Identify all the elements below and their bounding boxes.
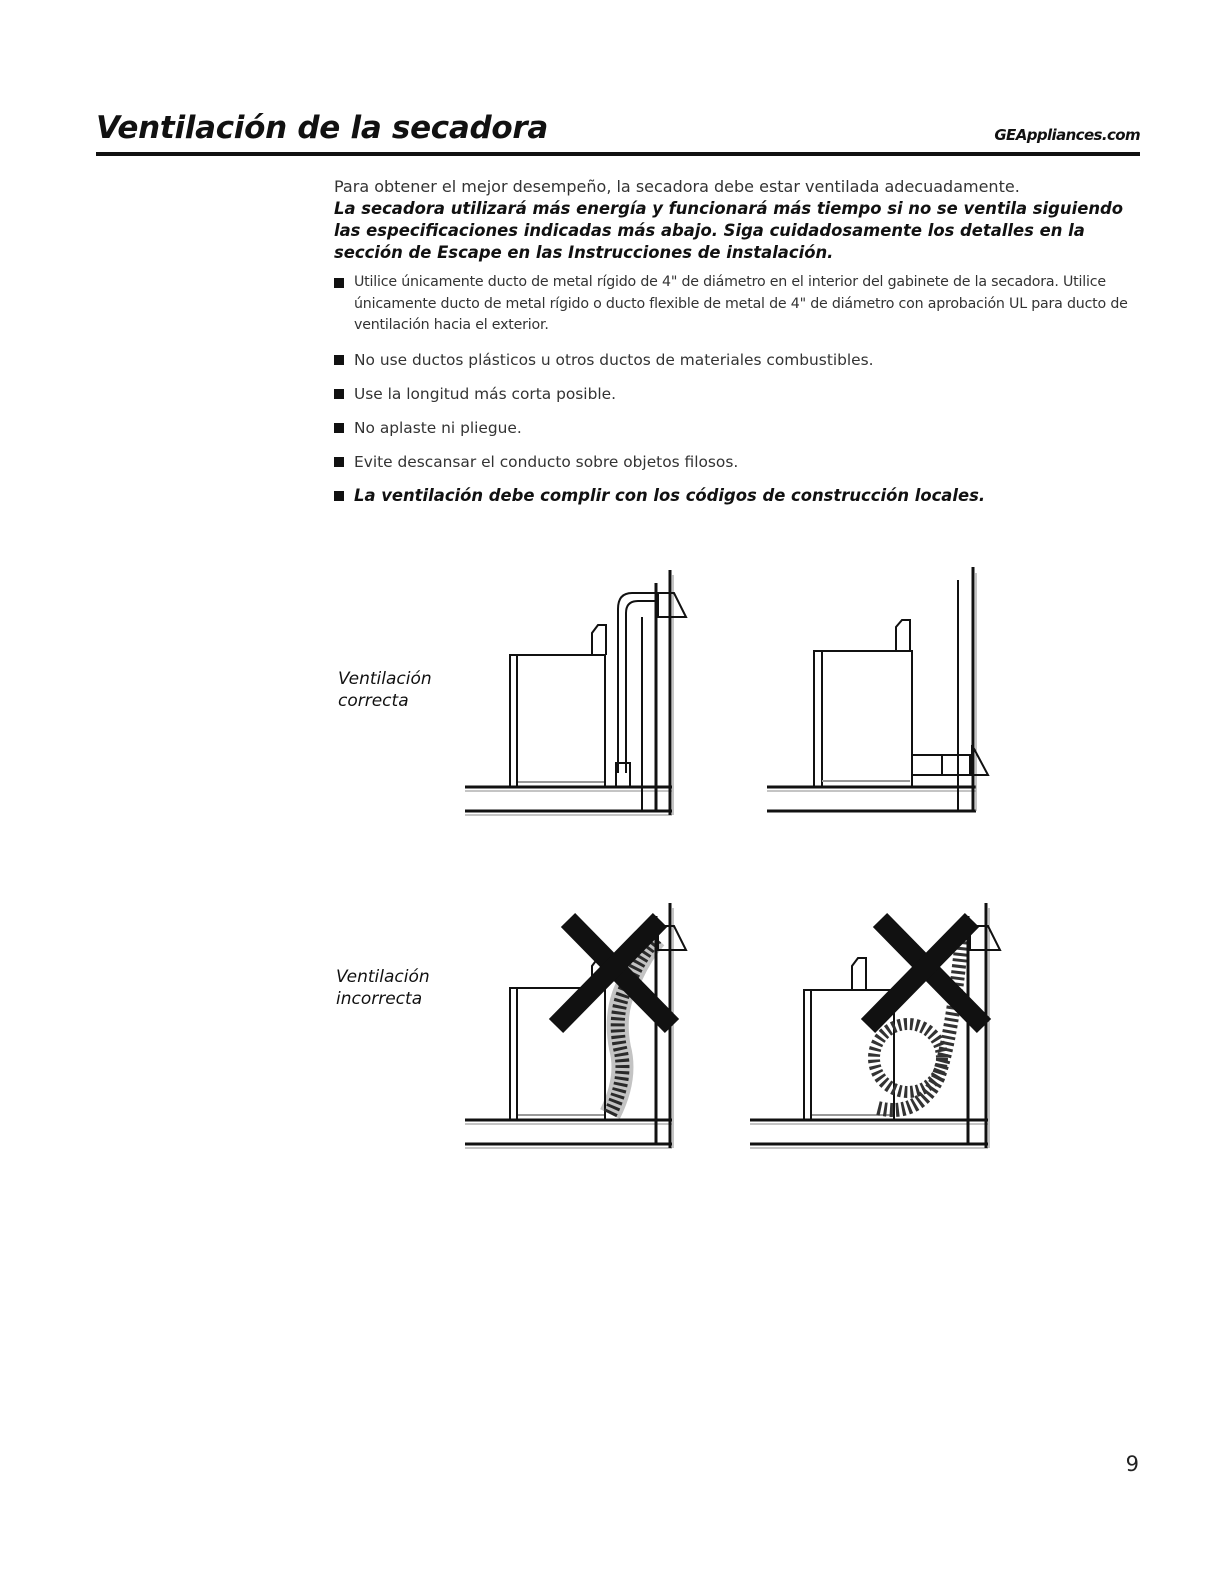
intro-text: Para obtener el mejor desempeño, la secadora debe estar ventilada adecuadamente. — [334, 177, 1020, 196]
correct-venting-rigid-duct-figure — [460, 565, 700, 820]
main-content — [334, 176, 1142, 519]
list-item: Utilice únicamente ducto de metal rígido de 4" de diámetro en el interior del gabinete de la secadora. Utilice únicamente ducto de metal rígido o ducto flexible de metal de 4" de diámetro con aprobación UL para ducto de ventilación hacia el exterior. — [334, 272, 1142, 337]
incorrect-venting-crushed-duct-figure — [460, 898, 700, 1153]
warning-text: La secadora utilizará más energía y funcionará más tiempo si no se ventila siguiendo las especificaciones indicadas más abajo. Siga cuidadosamente los detalles en la sección de Escape en las Instrucciones de instalación. — [334, 199, 1123, 262]
list-item: No use ductos plásticos u otros ductos de materiales combustibles. — [334, 349, 1142, 371]
incorrect-venting-coiled-duct-figure — [748, 898, 1008, 1153]
label-incorrect-venting: Ventilación incorrecta — [336, 967, 430, 1009]
list-item: La ventilación debe complir con los códigos de construcción locales. — [334, 485, 1142, 507]
label-correct-venting: Ventilación correcta — [338, 669, 432, 711]
correct-venting-through-wall-figure — [762, 565, 1002, 820]
bullet-square-icon — [334, 491, 344, 501]
page-header — [96, 106, 1140, 156]
bullet-square-icon — [334, 423, 344, 433]
list-item: Evite descansar el conducto sobre objetos filosos. — [334, 451, 1142, 473]
instruction-list — [334, 272, 1142, 507]
bullet-square-icon — [334, 355, 344, 365]
website-url: GEAppliances.com — [994, 126, 1140, 144]
list-item: Use la longitud más corta posible. — [334, 383, 1142, 405]
page-number: 9 — [1125, 1452, 1139, 1476]
bullet-square-icon — [334, 389, 344, 399]
bullet-square-icon — [334, 278, 344, 288]
list-item: No aplaste ni pliegue. — [334, 417, 1142, 439]
bullet-square-icon — [334, 457, 344, 467]
page-title: Ventilación de la secadora — [96, 110, 548, 146]
